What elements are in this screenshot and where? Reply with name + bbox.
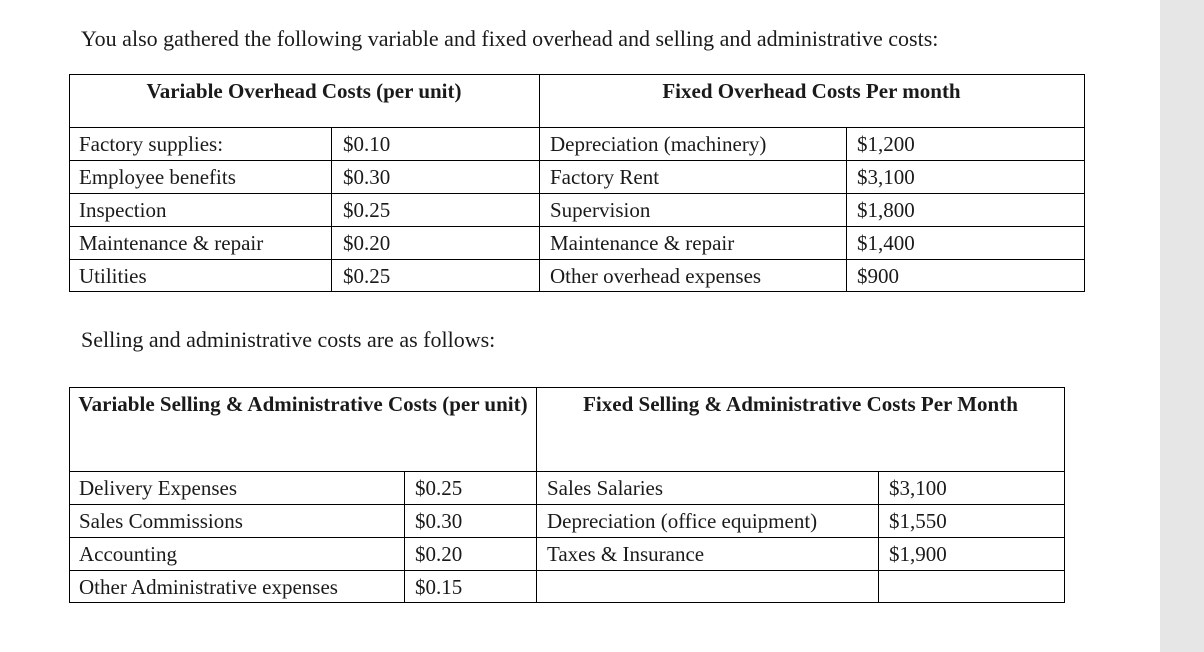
table-cell-label: Inspection — [79, 198, 167, 222]
table-cell-label: Employee benefits — [79, 165, 236, 189]
table-cell-value: $0.25 — [343, 198, 391, 222]
table-cell-label: Sales Salaries — [547, 476, 664, 500]
table-cell-value: $0.25 — [343, 264, 391, 288]
table-cell-label: Other Administrative expenses — [79, 575, 338, 599]
table-cell-label: Factory Rent — [550, 165, 660, 189]
table-cell-value: $1,900 — [889, 542, 947, 566]
table-cell-label: Depreciation (machinery) — [550, 132, 767, 156]
table-cell-value: $0.25 — [415, 476, 463, 500]
table-cell-value: $1,550 — [889, 509, 947, 533]
table-cell-value: $900 — [857, 264, 899, 288]
table-cell-value: $0.15 — [415, 575, 463, 599]
table-cell-label: Maintenance & repair — [79, 231, 264, 255]
selling-intro-paragraph: Selling and administrative costs are as follows: — [81, 327, 496, 352]
table-cell-label: Other overhead expenses — [550, 264, 762, 288]
table-cell-label: Delivery Expenses — [79, 476, 238, 500]
table-cell-value: $0.20 — [343, 231, 391, 255]
table-cell-value: $3,100 — [857, 165, 915, 189]
fixed-overhead-header: Fixed Overhead Costs Per month — [662, 79, 961, 103]
table-cell-value: $1,200 — [857, 132, 915, 156]
table-cell-label: Supervision — [550, 198, 651, 222]
table-cell-value: $3,100 — [889, 476, 947, 500]
variable-selling-header: Variable Selling & Administrative Costs (per unit) — [78, 392, 528, 416]
table-cell-label: Accounting — [79, 542, 177, 566]
scrollbar-track[interactable] — [1160, 0, 1204, 652]
fixed-selling-header: Fixed Selling & Administrative Costs Per Month — [583, 392, 1018, 416]
table-cell-value: $0.20 — [415, 542, 463, 566]
table-cell-label: Taxes & Insurance — [547, 542, 705, 566]
table-cell-value: $1,800 — [857, 198, 915, 222]
table-cell-label: Sales Commissions — [79, 509, 243, 533]
table-cell-value: $1,400 — [857, 231, 915, 255]
table-cell-label: Utilities — [79, 264, 147, 288]
table-cell-label: Depreciation (office equipment) — [547, 509, 818, 533]
table-cell-label: Maintenance & repair — [550, 231, 735, 255]
table-cell-value: $0.10 — [343, 132, 391, 156]
intro-paragraph: You also gathered the following variable and fixed overhead and selling and administrative costs: — [81, 26, 939, 51]
table-cell-value: $0.30 — [415, 509, 463, 533]
table-cell-value: $0.30 — [343, 165, 391, 189]
variable-overhead-header: Variable Overhead Costs (per unit) — [146, 79, 462, 103]
table-cell-label: Factory supplies: — [79, 132, 224, 156]
